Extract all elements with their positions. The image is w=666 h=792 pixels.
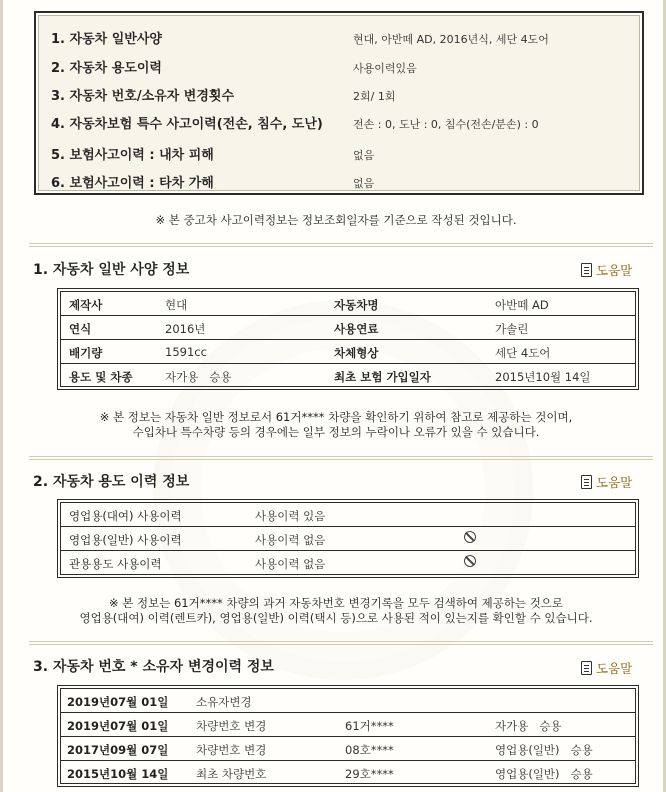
table-row [61,737,635,761]
cell-value: 아반떼 AD [495,298,549,312]
help-link[interactable] [581,473,632,491]
summary-box [34,11,644,195]
cell-label: 사용연료 [334,322,379,336]
cell-value: 2016년 [165,322,206,336]
ban-icon [464,555,476,567]
cell-label: 연식 [69,322,92,336]
cell-date: 2019년07월 01일 [67,695,169,709]
cell-usage: 영업용(일반) 승용 [495,743,593,757]
summary-label: 2. 자동차 용도이력 [51,61,162,76]
spec-table [57,288,639,390]
summary-value: 전손 : 0, 도난 : 0, 침수(전손/분손) : 0 [353,118,539,131]
cell-type: 차량번호 변경 [196,719,267,733]
table-row [61,340,635,364]
section3-title: 3. 자동차 번호 * 소유자 변경이력 정보 [33,659,274,675]
cell-plate: 29호**** [345,767,394,781]
usage-table [57,499,639,578]
cell-plate: 61거**** [345,719,394,733]
table-row [61,316,635,340]
cell-usage: 영업용(일반) 승용 [495,767,593,781]
cell-plate: 08호**** [345,743,394,757]
section2-title: 2. 자동차 용도 이력 정보 [33,474,190,490]
section-divider [29,641,653,645]
table-row [61,689,635,713]
cell-value: 사용이력 없음 [255,533,326,547]
cell-value: 세단 4도어 [495,346,551,360]
cell-value: 가솔린 [495,322,529,336]
cell-value: 현대 [165,298,188,312]
summary-row [39,108,639,136]
document-icon [581,661,592,675]
help-link[interactable] [581,659,632,677]
summary-label: 1. 자동차 일반사양 [51,32,162,47]
cell-label: 용도 및 차종 [69,370,133,384]
summary-row [39,167,639,195]
table-row [61,761,635,785]
cell-value: 2015년10월 14일 [495,370,591,384]
summary-note: ※ 본 중고차 사고이력정보는 정보조회일자를 기준으로 작성된 것입니다. [155,213,517,227]
summary-label: 6. 보험사고이력 : 타차 가해 [51,176,214,191]
summary-label: 5. 보험사고이력 : 내차 피해 [51,148,214,163]
summary-label: 3. 자동차 번호/소유자 변경횟수 [51,89,235,104]
cell-label: 배기량 [69,346,103,360]
cell-value: 사용이력 있음 [255,509,326,523]
cell-label: 관용용도 사용이력 [69,557,162,571]
help-link[interactable] [581,261,632,279]
table-row [61,292,635,316]
section-divider [29,243,653,247]
cell-label: 영업용(대여) 사용이력 [69,509,182,523]
cell-label: 차체형상 [334,346,379,360]
cell-label: 최초 보험 가입일자 [334,370,431,384]
section-divider [29,456,653,460]
cell-usage: 자가용 승용 [495,719,562,733]
cell-date: 2017년09월 07일 [67,743,169,757]
document-icon [581,475,592,489]
document-icon [581,263,592,277]
cell-label: 영업용(일반) 사용이력 [69,533,182,547]
cell-value: 사용이력 없음 [255,557,326,571]
summary-label: 4. 자동차보험 특수 사고이력(전손, 침수, 도난) [51,117,323,132]
cell-value: 자가용 승용 [165,370,232,384]
ban-icon [464,531,476,543]
cell-date: 2019년07월 01일 [67,719,169,733]
table-row [61,364,635,388]
summary-row [39,139,639,167]
summary-value: 현대, 아반떼 AD, 2016년식, 세단 4도어 [353,33,549,46]
table-row [61,527,635,551]
cell-label: 제작사 [69,298,103,312]
summary-value: 없음 [353,149,375,162]
summary-value: 2회/ 1회 [353,90,396,103]
summary-row [39,80,639,108]
cell-label: 자동차명 [334,298,379,312]
summary-row [39,23,639,51]
history-table [57,685,639,787]
table-row [61,503,635,527]
section2-note-line2: 영업용(대여) 이력(렌트카), 영업용(일반) 이력(택시 등)으로 사용된 적이 있는지를 확인할 수 있습니다. [79,611,593,625]
table-row [61,551,635,575]
cell-type: 차량번호 변경 [196,743,267,757]
summary-row [39,52,639,80]
help-label: 도움말 [596,263,633,278]
summary-value: 사용이력있음 [353,62,417,75]
cell-type: 최초 차량번호 [196,767,267,781]
table-row [61,713,635,737]
section2-note-line1: ※ 본 정보는 61거**** 차량의 과거 자동차번호 변경기록을 모두 검색하여 제공하는 것으로 [108,596,564,610]
cell-date: 2015년10월 14일 [67,767,169,781]
help-label: 도움말 [596,475,633,490]
section1-title: 1. 자동차 일반 사양 정보 [33,262,190,278]
cell-value: 1591cc [165,345,207,359]
summary-value: 없음 [353,177,375,190]
section1-note-line1: ※ 본 정보는 자동차 일반 정보로서 61거**** 차량을 확인하기 위하여 참고로 제공하는 것이며, [99,410,573,424]
cell-type: 소유자변경 [196,695,252,709]
help-label: 도움말 [596,661,633,676]
section1-note-line2: 수입차나 특수차량 등의 경우에는 일부 정보의 누락이나 오류가 있을 수 있습니다. [132,425,540,439]
